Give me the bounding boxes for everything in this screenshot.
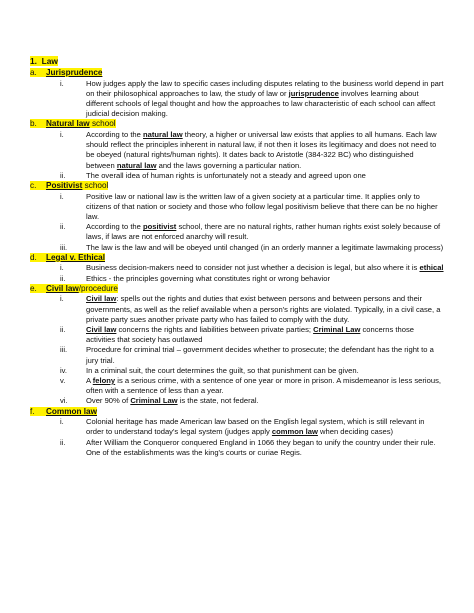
item-text: school, there are no natural rights, rather human rights exist solely because of laws, if laws are not enforced anarchy will result. [86,222,441,242]
section-letter: d. [30,252,37,262]
item-text: is the state, not federal. [177,396,259,406]
item-text: Colonial heritage has made American law based on the English legal system, which is still relevant in order to understand today's legal system (judges apply [86,417,425,437]
section [30,284,444,407]
section-letter: f. [30,406,35,416]
list-item [30,79,444,120]
item-text: Ethics - the principles governing what constitutes right or wrong behavior [86,273,330,283]
item-number: i. [60,417,64,427]
item-number: ii. [60,437,66,447]
list-item [30,294,444,325]
section-title: Jurisprudence [46,68,103,77]
list-item [30,325,444,345]
section-title: Common law [46,406,97,416]
item-text: Procedure for criminal trial – government decides whether to prosecute; the defendant has the right to a jury trial. [86,345,434,365]
list-item [30,263,444,273]
list-item [30,438,444,458]
item-text: According to the [86,222,143,232]
list-item [30,243,444,253]
item-text: : spells out the rights and duties that exist between persons and between persons and their governments, as well as the relief available when a person's rights are violated. Typically, in a civil case, a private party sues another private party who has failed to comply with the duty. [86,294,441,324]
item-text: Over 90% of [86,396,131,406]
section [30,407,444,458]
list-item [30,417,444,437]
key-term: felony [92,376,116,386]
list-item [30,366,444,376]
list-item [30,274,444,284]
section-letter: b. [30,119,37,129]
section-heading [30,68,444,79]
key-term: Criminal Law [313,325,361,335]
item-text: is a serious crime, with a sentence of one year or more in prison. A misdemeanor is less serious, often with a sentence of less than a year. [86,376,441,396]
heading-text: Law [41,56,58,66]
item-text: The overall idea of human rights is unfortunately not a steady and agreed upon one [86,170,366,180]
section-highlight [30,284,118,293]
section-title: Legal v. Ethical [46,252,105,262]
section-highlight [30,253,105,262]
heading-highlight [30,56,58,66]
section [30,119,444,181]
outline [30,68,444,458]
section-title-suffix: /procedure [78,283,118,293]
list-item [30,222,444,242]
section-highlight [30,119,116,128]
item-number: i. [60,130,64,139]
section-heading [30,253,444,264]
item-text: According to the [86,130,143,139]
key-term: Civil law [86,325,117,335]
item-text: Positive law or national law is the written law of a given society at a particular time. It applies only to citizens of that nation or society and those who follow legal positivism believe that there can be no higher law. [86,191,438,222]
section-heading [30,181,444,192]
item-text: After William the Conqueror conquered England in 1066 they began to unify the country under their rule. One of the establishments was the king's courts or curiae Regis. [86,437,436,457]
heading [30,56,444,67]
item-number: ii. [60,222,66,232]
item-number: ii. [60,273,66,283]
list-item [30,376,444,396]
heading-number: 1. [30,56,37,66]
section-letter: a. [30,68,37,77]
item-text: In a criminal suit, the court determines the guilt, so that punishment can be given. [86,365,359,375]
section-title-suffix: school [82,181,109,191]
item-text: Business decision-makers need to consider not just whether a decision is legal, but also where it is [86,263,420,273]
section [30,181,444,253]
item-text: theory, a higher or universal law exists that applies to all humans. Each law should reflect the principles inherent in natural law, if not then it loses its legitimacy and does not need to be obeyed (natural rights/human rights). It dates back to Aristotle (384-322 BC) who distinguished between [86,130,437,170]
item-number: v. [60,376,66,386]
section-highlight [30,68,102,77]
section-title: Natural law [46,119,90,129]
item-number: ii. [60,325,66,335]
item-number: ii. [60,170,66,180]
item-text: How judges apply the law to specific cases including disputes relating to the business world depend in part on their philosophical approaches to law, the study of law or [86,78,444,98]
section-title: Positivist [46,181,83,191]
item-text: A [86,376,93,386]
list-item [30,396,444,406]
list-item [30,130,444,171]
item-text: and the laws governing a particular nation. [156,160,302,170]
item-number: i. [60,294,64,304]
item-number: iii. [60,345,68,355]
section-letter: e. [30,283,37,293]
item-number: iv. [60,365,68,375]
item-number: i. [60,78,64,88]
section-title: Civil law [46,283,79,293]
list-item [30,192,444,223]
item-number: i. [60,191,64,201]
section-title-suffix: school [89,119,116,129]
key-term: natural law [143,130,183,139]
section-heading [30,407,444,418]
item-text: The law is the law and will be obeyed until changed (in an orderly manner a legitimate lawmaking process) [86,242,444,252]
key-term: Criminal Law [130,396,178,406]
list-item [30,171,444,181]
item-number: i. [60,263,64,273]
section-letter: c. [30,181,37,191]
item-text: involves learning about different schools of legal thought and how the approaches to law characteristic of each school can affect judicial decision making. [86,88,436,119]
item-number: vi. [60,396,68,406]
section-highlight [30,407,97,416]
item-text: concerns the rights and liabilities between private parties; [116,325,314,335]
section-heading [30,284,444,295]
key-term: natural law [116,160,157,170]
section [30,253,444,284]
section-highlight [30,181,108,190]
key-term: jurisprudence [288,88,339,98]
item-text: when deciding cases) [317,427,394,437]
item-text: concerns those activities that society has outlawed [86,325,414,345]
key-term: positivist [143,222,177,232]
section [30,68,444,119]
list-item [30,345,444,365]
key-term: ethical [419,263,444,273]
key-term: Civil law [86,294,117,304]
key-term: common law [271,427,318,437]
item-number: iii. [60,242,68,252]
section-heading [30,119,444,130]
